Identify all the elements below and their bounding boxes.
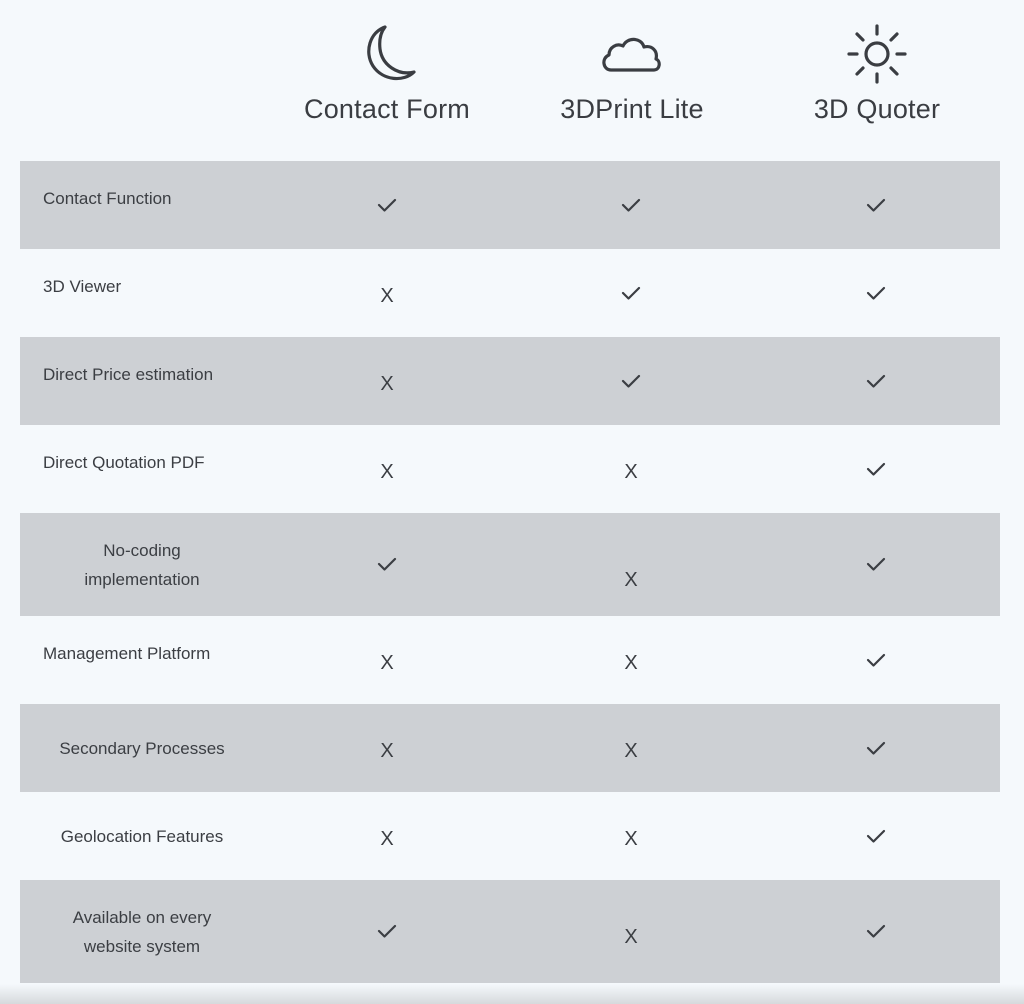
plan-3d-quoter (752, 18, 1002, 125)
check-icon (611, 197, 651, 213)
table-row (20, 337, 1000, 425)
plan-name: 3DPrint Lite (560, 94, 704, 124)
cross-mark: X (624, 569, 638, 591)
cloud-icon (597, 18, 667, 90)
feature-label: Available on every website system (72, 908, 212, 956)
check-icon (856, 197, 896, 213)
cross-mark: X (624, 740, 638, 762)
check-icon (856, 740, 896, 756)
feature-label: No-coding implementation (84, 541, 200, 589)
check-icon (856, 373, 896, 389)
check-icon (856, 923, 896, 939)
cross-mark: X (380, 373, 394, 395)
check-icon (367, 197, 407, 213)
check-icon (611, 285, 651, 301)
plan-contact-form (262, 18, 512, 125)
cross-mark: X (380, 828, 394, 850)
feature-label: Direct Quotation PDF (43, 453, 205, 472)
feature-label: Direct Price estimation (43, 365, 214, 384)
check-icon (856, 285, 896, 301)
table-row (20, 513, 1000, 616)
cross-mark: X (624, 461, 638, 483)
check-icon (856, 828, 896, 844)
cross-mark: X (624, 652, 638, 674)
cross-mark: X (624, 926, 638, 948)
check-icon (856, 461, 896, 477)
moon-icon (352, 18, 422, 90)
cross-mark: X (380, 652, 394, 674)
table-row (20, 704, 1000, 792)
feature-comparison-table (20, 161, 1000, 983)
table-row (20, 249, 1000, 337)
feature-label: Secondary Processes (59, 739, 225, 758)
sun-icon (842, 18, 912, 90)
feature-label: 3D Viewer (43, 277, 122, 296)
plan-name: Contact Form (304, 94, 470, 124)
feature-label: Geolocation Features (60, 827, 224, 846)
plan-name: 3D Quoter (813, 94, 941, 124)
check-icon (856, 652, 896, 668)
check-icon (856, 556, 896, 572)
table-row (20, 425, 1000, 513)
feature-label: Management Platform (43, 644, 211, 663)
check-icon (611, 373, 651, 389)
bottom-fade (0, 984, 1024, 1004)
cross-mark: X (380, 285, 394, 307)
plan-3dprint-lite (507, 18, 757, 125)
table-row (20, 880, 1000, 983)
table-row (20, 616, 1000, 704)
cross-mark: X (380, 740, 394, 762)
cross-mark: X (380, 461, 394, 483)
check-icon (367, 556, 407, 572)
feature-label: Contact Function (43, 189, 172, 208)
comparison-header (0, 0, 1024, 160)
check-icon (367, 923, 407, 939)
table-row (20, 161, 1000, 249)
table-row (20, 792, 1000, 880)
cross-mark: X (624, 828, 638, 850)
